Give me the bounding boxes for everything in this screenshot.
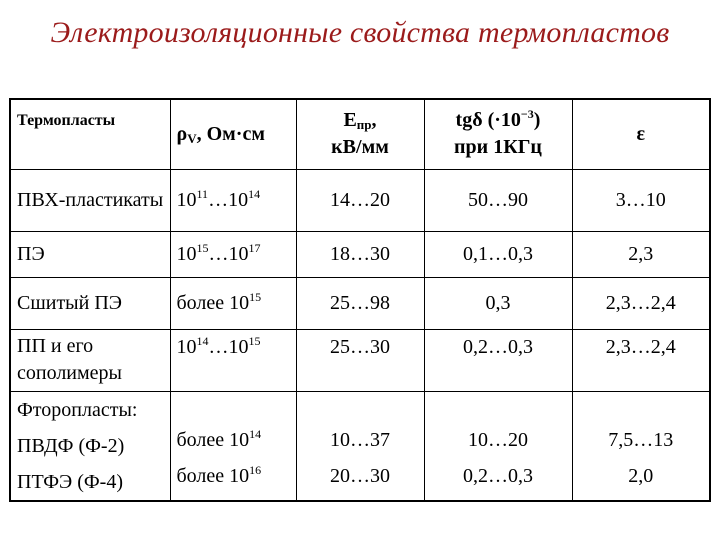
- properties-table: [9, 98, 711, 502]
- row-eps: 2,3…2,4: [572, 329, 710, 391]
- row-breakdown: 14…20: [296, 169, 424, 231]
- header-rho-sub: V: [187, 130, 197, 146]
- rho-exp: 15: [248, 333, 261, 348]
- rho-exp: 16: [249, 462, 262, 477]
- row-name: [10, 391, 170, 501]
- row-name-line: Фторопласты:: [17, 398, 138, 421]
- breakdown-line: 20…30: [330, 464, 390, 487]
- row-name-line: ПВДФ (Ф-2): [17, 434, 125, 457]
- rho-exp: 14: [196, 333, 209, 348]
- header-eps: ε: [572, 99, 710, 169]
- row-breakdown: [296, 391, 424, 501]
- row-eps: 2,3…2,4: [572, 277, 710, 329]
- header-tg-exp: −3: [520, 107, 534, 122]
- table-row: [10, 277, 710, 329]
- table-row: [10, 391, 710, 501]
- eps-line: 2,0: [628, 464, 654, 487]
- row-name: Сшитый ПЭ: [10, 277, 170, 329]
- header-tg: [424, 99, 572, 169]
- rho-base: 10: [176, 188, 197, 211]
- row-resistivity: [170, 231, 296, 277]
- row-name-line: ПП и его: [17, 335, 94, 357]
- row-eps: 2,3: [572, 231, 710, 277]
- tg-line: 10…20: [468, 428, 528, 451]
- header-e-unit-line1: ,: [371, 109, 377, 132]
- header-e-sub: пр: [356, 117, 372, 133]
- rho-exp: 15: [249, 289, 262, 304]
- rho-base: 10: [176, 335, 197, 358]
- rho-mid: …10: [208, 335, 249, 358]
- header-rho-unit: , Ом·см: [196, 122, 265, 145]
- row-resistivity: [170, 169, 296, 231]
- rho-base: 10: [176, 242, 197, 265]
- row-tg: 0,3: [424, 277, 572, 329]
- rho-exp: 15: [196, 240, 209, 255]
- eps-line: 7,5…13: [608, 428, 674, 451]
- row-tg: 0,1…0,3: [424, 231, 572, 277]
- row-breakdown: 25…98: [296, 277, 424, 329]
- header-e-symbol: Е: [343, 109, 357, 132]
- row-eps: [572, 391, 710, 501]
- header-tg-line1-pre: tgδ (·10: [455, 109, 521, 132]
- row-resistivity: [170, 329, 296, 391]
- table-row: [10, 231, 710, 277]
- row-breakdown: 18…30: [296, 231, 424, 277]
- slide-title: Электроизоляционные свойства термопластов: [50, 16, 670, 49]
- rho-text: более 10: [176, 428, 250, 451]
- row-resistivity: [170, 391, 296, 501]
- table-row: [10, 329, 710, 391]
- rho-mid: …10: [208, 188, 249, 211]
- table-row: [10, 169, 710, 231]
- tg-line: 0,2…0,3: [463, 464, 533, 487]
- row-breakdown: 25…30: [296, 329, 424, 391]
- rho-mid: …10: [208, 242, 249, 265]
- header-material: Термопласты: [10, 99, 170, 169]
- header-resistivity: [170, 99, 296, 169]
- rho-exp: 11: [196, 186, 209, 201]
- row-name: ПЭ: [10, 231, 170, 277]
- row-eps: 3…10: [572, 169, 710, 231]
- header-tg-line1-post: ): [533, 109, 541, 132]
- row-tg: 0,2…0,3: [424, 329, 572, 391]
- header-rho-symbol: ρ: [176, 122, 188, 145]
- row-name-line: сополимеры: [17, 362, 122, 384]
- rho-exp: 17: [248, 240, 261, 255]
- breakdown-line: 10…37: [330, 428, 390, 451]
- rho-text: более 10: [176, 291, 250, 314]
- rho-exp: 14: [249, 426, 262, 441]
- row-name-line: ПТФЭ (Ф-4): [17, 470, 124, 493]
- row-resistivity: [170, 277, 296, 329]
- header-tg-line2: при 1КГц: [454, 136, 542, 159]
- row-name: ПВХ-пластикаты: [10, 169, 170, 231]
- row-tg: 50…90: [424, 169, 572, 231]
- header-e-unit-line2: кВ/мм: [331, 136, 389, 159]
- rho-exp: 14: [248, 186, 261, 201]
- header-breakdown: [296, 99, 424, 169]
- row-name: [10, 329, 170, 391]
- table-header-row: [10, 99, 710, 169]
- row-tg: [424, 391, 572, 501]
- rho-text: более 10: [176, 464, 250, 487]
